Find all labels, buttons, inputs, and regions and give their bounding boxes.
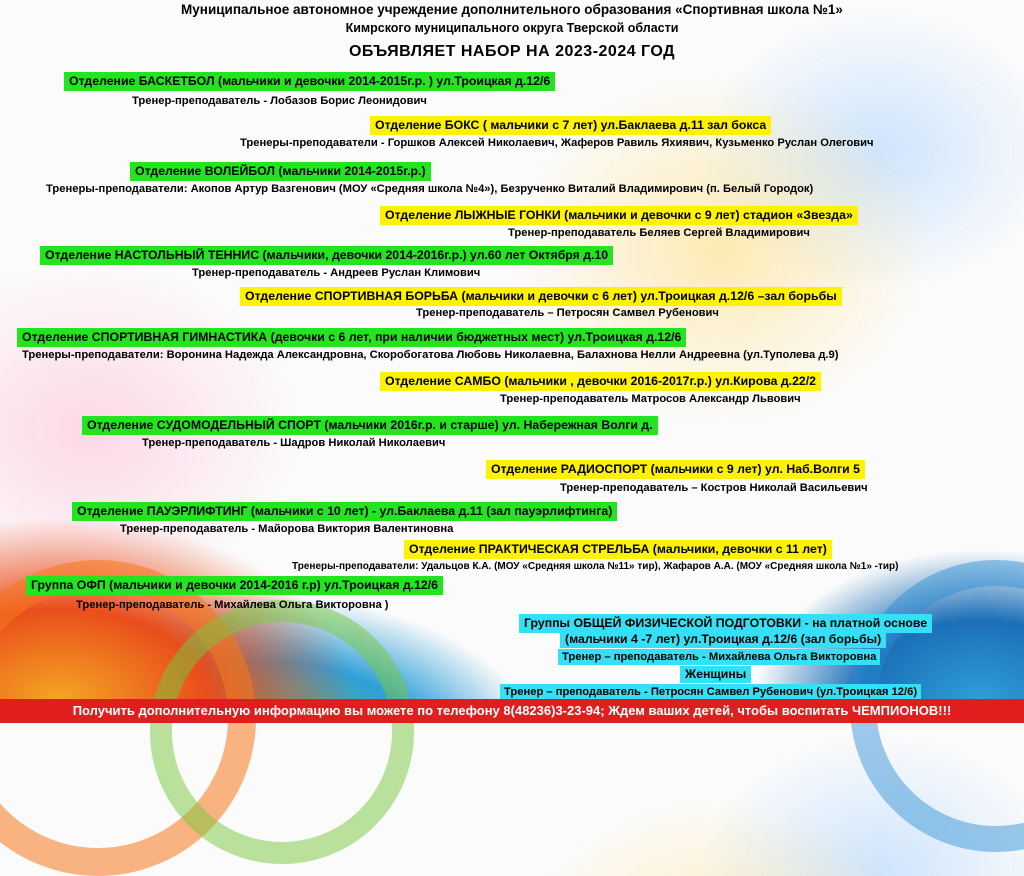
trainer-wrestling: Тренер-преподаватель – Петросян Самвел Рубенович: [416, 307, 719, 319]
trainer-table-tennis: Тренер-преподаватель - Андреев Руслан Климович: [192, 267, 481, 279]
paid-women: Женщины: [680, 666, 751, 683]
dept-basketball: Отделение БАСКЕТБОЛ (мальчики и девочки 2014-2015г.р. ) ул.Троицкая д.12/6: [64, 72, 555, 91]
trainer-radio: Тренер-преподаватель – Костров Николай Васильевич: [560, 482, 868, 494]
trainer-boxing: Тренеры-преподаватели - Горшков Алексей Николаевич, Жаферов Равиль Яхиявич, Кузьменко Руслан Олегович: [240, 137, 874, 149]
paid-trainer-1: Тренер – преподаватель - Михайлева Ольга Викторовна: [558, 649, 880, 665]
dept-ski: Отделение ЛЫЖНЫЕ ГОНКИ (мальчики и девочки с 9 лет) стадион «Звезда»: [380, 206, 858, 225]
trainer-basketball: Тренер-преподаватель - Лобазов Борис Леонидович: [132, 95, 427, 107]
trainer-sambo: Тренер-преподаватель Матросов Александр Львович: [500, 393, 801, 405]
trainer-ship-modeling: Тренер-преподаватель - Шадров Николай Николаевич: [142, 437, 446, 449]
school-name: Муниципальное автономное учреждение дополнительного образования «Спортивная школа №1»: [181, 2, 843, 17]
dept-wrestling: Отделение СПОРТИВНАЯ БОРЬБА (мальчики и девочки с 6 лет) ул.Троицкая д.12/6 –зал борьбы: [240, 287, 842, 306]
trainer-powerlifting: Тренер-преподаватель - Майорова Виктория Валентиновна: [120, 523, 454, 535]
trainer-gymnastics: Тренеры-преподаватели: Воронина Надежда Александровна, Скоробогатова Любовь Николаевна, Балахнова Нелли Андреевна (ул.Туполева д.9): [22, 349, 839, 361]
trainer-volleyball: Тренеры-преподаватели: Акопов Артур Вазгенович (МОУ «Средняя школа №4»), Безрученко Виталий Владимирович (п. Белый Городок): [46, 183, 814, 195]
footer-contact: Получить дополнительную информацию вы можете по телефону 8(48236)3-23-94; Ждем ваших детей, чтобы воспитать ЧЕМПИОНОВ!!!: [0, 699, 1024, 723]
school-district: Кимрского муниципального округа Тверской области: [345, 21, 679, 35]
decor-swirl-green: [150, 600, 414, 864]
trainer-ofp: Тренер-преподаватель - Михайлева Ольга Викторовна ): [76, 599, 389, 611]
dept-ship-modeling: Отделение СУДОМОДЕЛЬНЫЙ СПОРТ (мальчики 2016г.р. и старше) ул. Набережная Волги д.: [82, 416, 658, 435]
trainer-ski: Тренер-преподаватель Беляев Сергей Владимирович: [508, 227, 810, 239]
paid-groups-details: (мальчики 4 -7 лет) ул.Троицкая д.12/6 (зал борьбы): [560, 631, 886, 648]
dept-powerlifting: Отделение ПАУЭРЛИФТИНГ (мальчики с 10 лет) - ул.Баклаева д.11 (зал пауэрлифтинга): [72, 502, 617, 521]
dept-table-tennis: Отделение НАСТОЛЬНЫЙ ТЕННИС (мальчики, девочки 2014-2016г.р.) ул.60 лет Октября д.10: [40, 246, 613, 265]
dept-gymnastics: Отделение СПОРТИВНАЯ ГИМНАСТИКА (девочки с 6 лет, при наличии бюджетных мест) ул.Троицкая д.12/6: [17, 328, 686, 347]
dept-boxing: Отделение БОКС ( мальчики с 7 лет) ул.Баклаева д.11 зал бокса: [370, 116, 771, 135]
trainer-shooting: Тренеры-преподаватели: Удальцов К.А. (МОУ «Средняя школа №11» тир), Жафаров А.А. (МОУ «Средняя школа №1» -тир): [292, 561, 899, 572]
dept-volleyball: Отделение ВОЛЕЙБОЛ (мальчики 2014-2015г.р.): [130, 162, 431, 181]
paid-trainer-2: Тренер – преподаватель - Петросян Самвел Рубенович (ул.Троицкая 12/6): [500, 684, 921, 700]
dept-ofp: Группа ОФП (мальчики и девочки 2014-2016 г.р) ул.Троицкая д.12/6: [26, 576, 443, 595]
dept-radio: Отделение РАДИОСПОРТ (мальчики с 9 лет) ул. Наб.Волги 5: [486, 460, 865, 479]
announcement-title: ОБЪЯВЛЯЕТ НАБОР НА 2023-2024 ГОД: [348, 43, 676, 60]
paid-groups-title: Группы ОБЩЕЙ ФИЗИЧЕСКОЙ ПОДГОТОВКИ - на платной основе: [519, 614, 932, 633]
dept-shooting: Отделение ПРАКТИЧЕСКАЯ СТРЕЛЬБА (мальчики, девочки с 11 лет): [404, 540, 832, 559]
dept-sambo: Отделение САМБО (мальчики , девочки 2016-2017г.р.) ул.Кирова д.22/2: [380, 372, 821, 391]
